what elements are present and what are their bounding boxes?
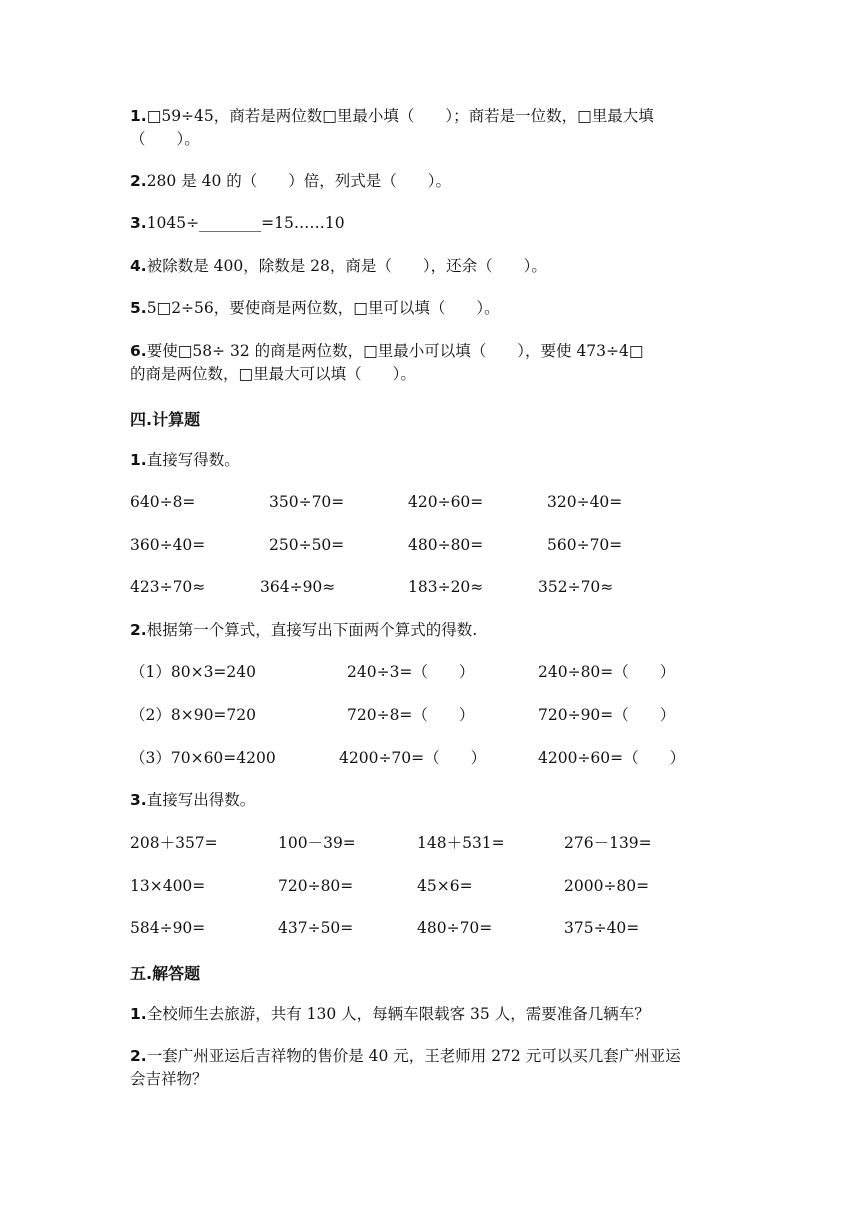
s4-q3-cell: 2000÷80=: [564, 877, 650, 895]
s4-q1-cell: 350÷70=: [269, 493, 345, 511]
section-5-title: 五.解答题: [130, 964, 201, 983]
s4-q3-cell: 208＋357=: [130, 834, 218, 852]
s4-q1-cell: 640÷8=: [130, 493, 196, 511]
s4-q3-cell: 375÷40=: [564, 919, 640, 937]
s4-q2-cell: 240÷3=（ ）: [347, 663, 475, 681]
s4-q3-cell: 437÷50=: [278, 919, 354, 937]
s4-q1-cell: 423÷70≈: [130, 578, 206, 596]
question-2: 2.280 是 40 的（ ）倍，列式是（ ）。: [130, 172, 452, 190]
s4-q3-cell: 45×6=: [417, 877, 473, 895]
question-6-line-2: 的商是两位数，□里最大可以填（ ）。: [130, 365, 416, 383]
s4-q1-cell: 250÷50=: [269, 536, 345, 554]
question-1-line-1: 1.□59÷45，商若是两位数□里最小填（ ）；商若是一位数，□里最大填: [130, 107, 654, 125]
s4-q2-cell: 720÷90=（ ）: [538, 706, 676, 724]
s4-q3-cell: 720÷80=: [278, 877, 354, 895]
s4-q1-cell: 420÷60=: [408, 493, 484, 511]
s4-q2-cell: （1）80×3=240: [130, 663, 257, 681]
s4-q2-cell: 4200÷70=（ ）: [339, 749, 487, 767]
s4-q3-cell: 584÷90=: [130, 919, 206, 937]
question-6-line-1: 6.要使□58÷ 32 的商是两位数，□里最小可以填（ ），要使 473÷4□: [130, 342, 644, 360]
s4-q3-prompt: 3.直接写出得数。: [130, 791, 256, 809]
s4-q1-cell: 480÷80=: [408, 536, 484, 554]
s4-q3-cell: 276－139=: [564, 834, 652, 852]
s4-q2-cell: （2）8×90=720: [130, 706, 257, 724]
s4-q1-cell: 360÷40=: [130, 536, 206, 554]
s5-q2-line-2: 会吉祥物？: [130, 1070, 208, 1088]
s4-q3-cell: 148＋531=: [417, 834, 505, 852]
s4-q2-cell: 240÷80=（ ）: [538, 663, 676, 681]
question-3: 3.1045÷________=15……10: [130, 214, 345, 232]
s4-q2-cell: （3）70×60=4200: [130, 749, 276, 767]
s4-q3-cell: 480÷70=: [417, 919, 493, 937]
s5-q2-line-1: 2.一套广州亚运后吉祥物的售价是 40 元，王老师用 272 元可以买几套广州亚运: [130, 1047, 681, 1065]
s4-q1-cell: 183÷20≈: [408, 578, 484, 596]
s4-q2-cell: 720÷8=（ ）: [347, 706, 475, 724]
s4-q3-cell: 13×400=: [130, 877, 206, 895]
section-4-title: 四.计算题: [130, 410, 201, 429]
s4-q3-cell: 100－39=: [278, 834, 356, 852]
question-4: 4.被除数是 400，除数是 28，商是（ ），还余（ ）。: [130, 257, 547, 275]
s4-q2-prompt: 2.根据第一个算式，直接写出下面两个算式的得数.: [130, 621, 478, 639]
s4-q1-cell: 320÷40=: [547, 493, 623, 511]
s4-q2-cell: 4200÷60=（ ）: [538, 749, 686, 767]
s4-q1-cell: 364÷90≈: [260, 578, 336, 596]
s5-q1: 1.全校师生去旅游，共有 130 人，每辆车限载客 35 人，需要准备几辆车？: [130, 1005, 650, 1023]
s4-q1-cell: 352÷70≈: [538, 578, 614, 596]
question-5: 5.5□2÷56，要使商是两位数，□里可以填（ ）。: [130, 299, 500, 317]
question-1-line-2: （ ）。: [130, 130, 200, 148]
s4-q1-prompt: 1.直接写得数。: [130, 451, 240, 469]
s4-q1-cell: 560÷70=: [547, 536, 623, 554]
